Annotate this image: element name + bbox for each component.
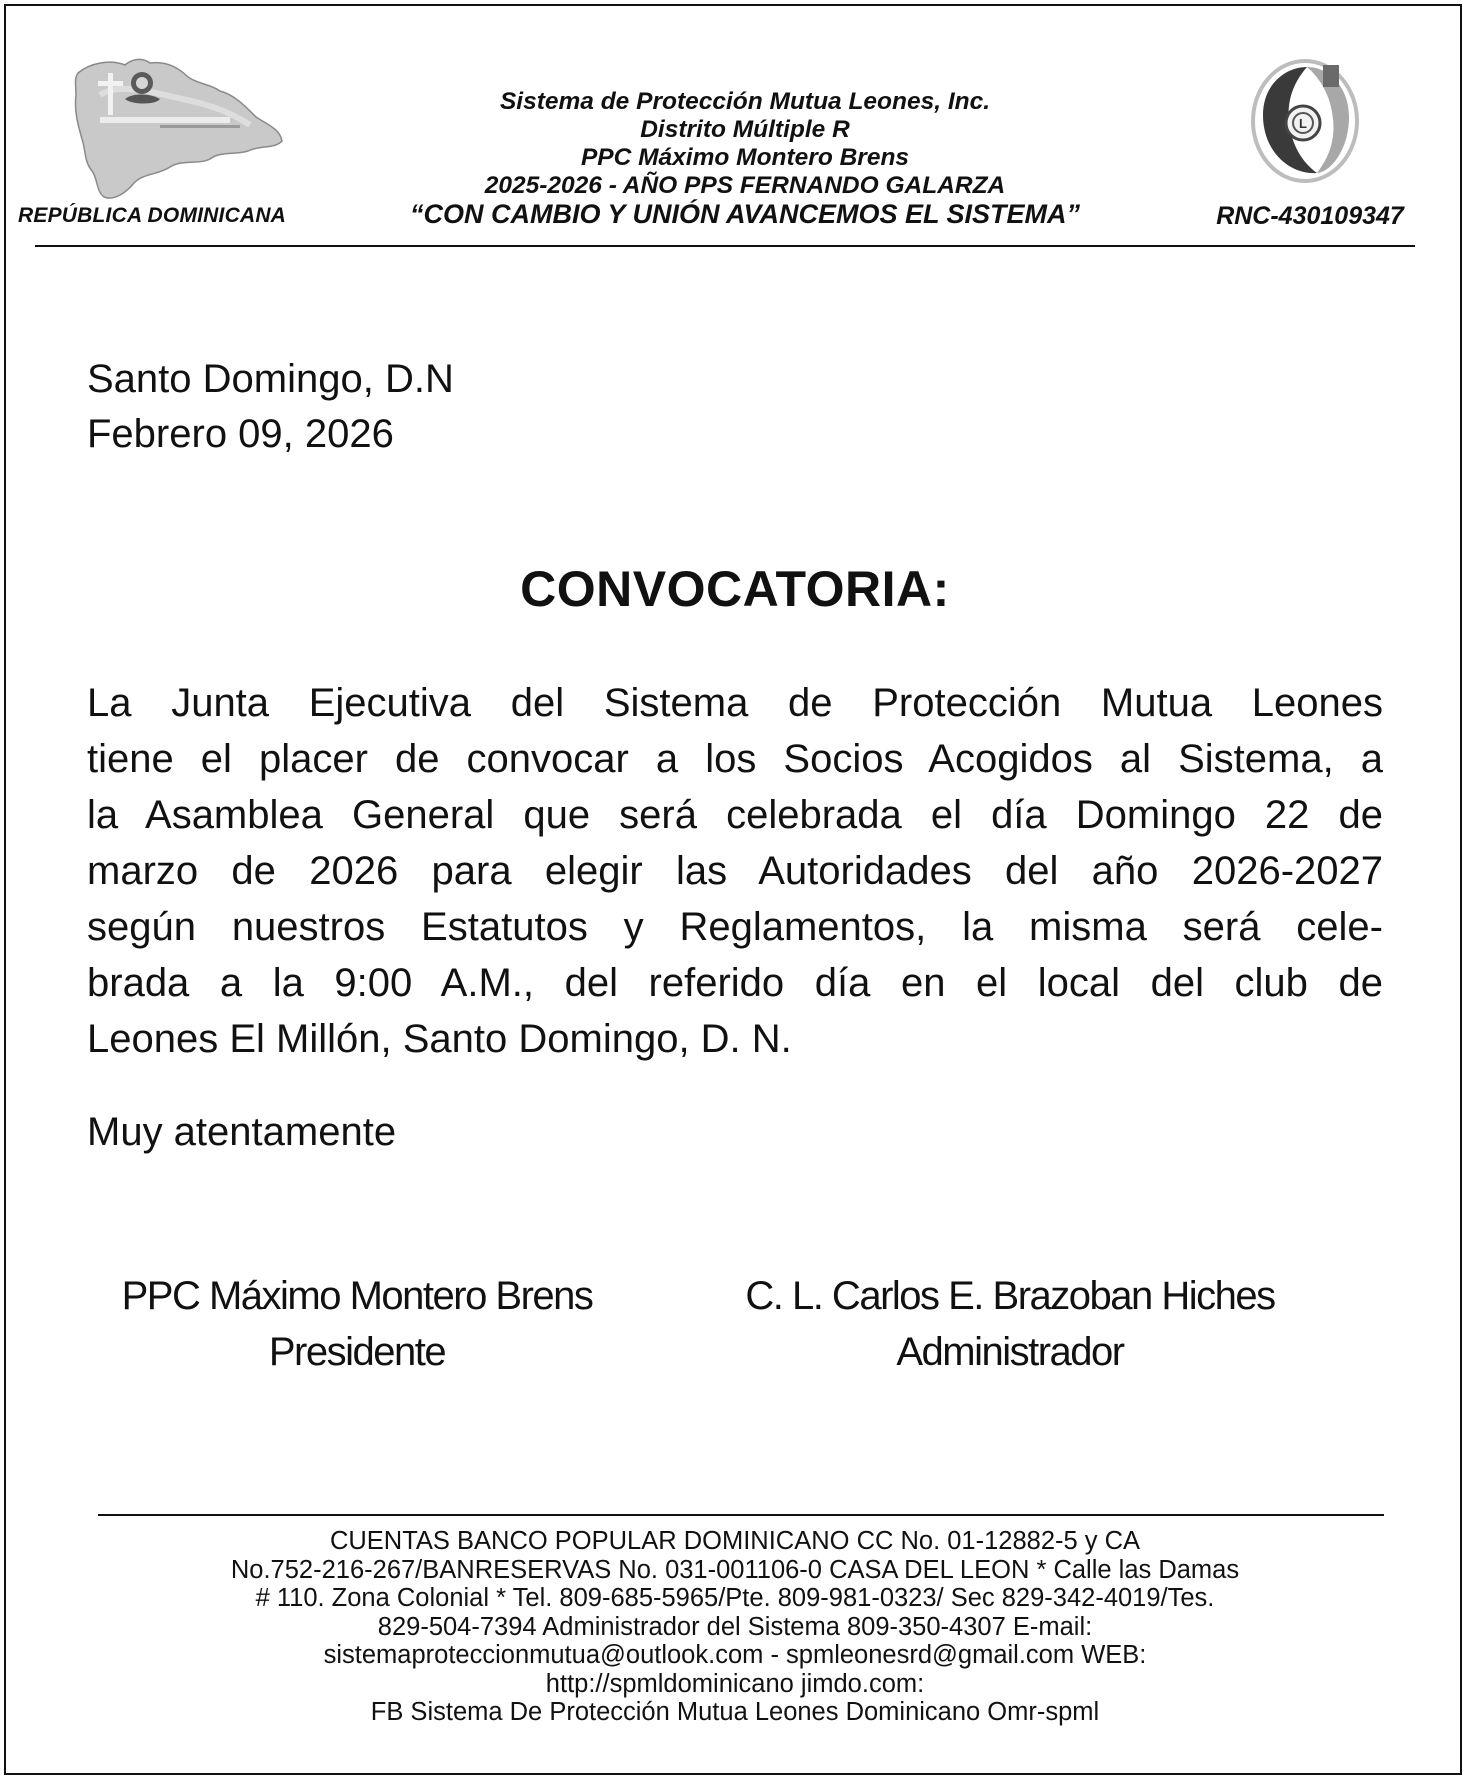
- place-date-block: [87, 352, 454, 462]
- signature-administrator: [690, 1268, 1330, 1380]
- org-governor: PPC Máximo Montero Brens: [580, 144, 910, 171]
- organization-header: [360, 88, 1130, 228]
- country-label: REPÚBLICA DOMINICANA: [18, 204, 287, 227]
- letter-closing: Muy atentamente: [87, 1110, 397, 1154]
- body-line: brada a la 9:00 A.M., del referido día en el local del club de: [87, 961, 1383, 1005]
- org-year: 2025-2026 - AÑO PPS FERNANDO GALARZA: [484, 172, 1006, 199]
- body-line: Leones El Millón, Santo Domingo, D. N.: [87, 1017, 792, 1061]
- dominican-map-lions-logo-icon: [70, 55, 285, 205]
- signature-role: Administrador: [896, 1330, 1124, 1374]
- body-line: marzo de 2026 para elegir las Autoridades del año 2026-2027: [87, 849, 1383, 893]
- lions-emblem-logo-icon: [1245, 55, 1360, 190]
- footer-line: CUENTAS BANCO POPULAR DOMINICANO CC No. 01-12882-5 y CA: [329, 1527, 1141, 1555]
- footer-line: sistemaproteccionmutua@outlook.com - spmleonesrd@gmail.com WEB:: [323, 1641, 1147, 1669]
- body-line: la Asamblea General que será celebrada el día Domingo 22 de: [87, 793, 1383, 837]
- footer-line: # 110. Zona Colonial * Tel. 809-685-5965/Pte. 809-981-0323/ Sec 829-342-4019/Tes.: [255, 1584, 1215, 1612]
- body-line: según nuestros Estatutos y Reglamentos, la misma será cele-: [87, 905, 1383, 949]
- letter-place: Santo Domingo, D.N: [87, 357, 454, 401]
- footer-line: No.752-216-267/BANRESERVAS No. 031-001106-0 CASA DEL LEON * Calle las Damas: [230, 1555, 1240, 1584]
- header-divider: [35, 245, 1415, 247]
- footer-contact-info: [90, 1527, 1380, 1727]
- svg-text:L: L: [1299, 116, 1307, 131]
- signature-role: Presidente: [268, 1330, 446, 1374]
- rnc-number: RNC-430109347: [1216, 202, 1404, 230]
- signature-name: PPC Máximo Montero Brens: [121, 1274, 593, 1318]
- signature-name: C. L. Carlos E. Brazoban Hiches: [745, 1274, 1275, 1318]
- body-line: La Junta Ejecutiva del Sistema de Protección Mutua Leones: [87, 681, 1383, 725]
- letter-title: CONVOCATORIA:: [520, 561, 950, 617]
- body-line: tiene el placer de convocar a los Socios Acogidos al Sistema, a: [87, 737, 1383, 781]
- footer-line: FB Sistema De Protección Mutua Leones Dominicano Omr-spml: [370, 1698, 1100, 1726]
- org-name: Sistema de Protección Mutua Leones, Inc.: [499, 88, 991, 115]
- org-district: Distrito Múltiple R: [640, 116, 850, 143]
- footer-line: http://spmldominicano jimdo.com:: [545, 1669, 925, 1698]
- footer-line: 829-504-7394 Administrador del Sistema 809-350-4307 E-mail:: [377, 1612, 1093, 1641]
- letter-body: [87, 675, 1383, 1067]
- signature-president: [72, 1268, 642, 1380]
- org-motto: “CON CAMBIO Y UNIÓN AVANCEMOS EL SISTEMA”: [409, 199, 1081, 229]
- footer-divider: [98, 1514, 1384, 1516]
- letter-date: Febrero 09, 2026: [87, 412, 394, 456]
